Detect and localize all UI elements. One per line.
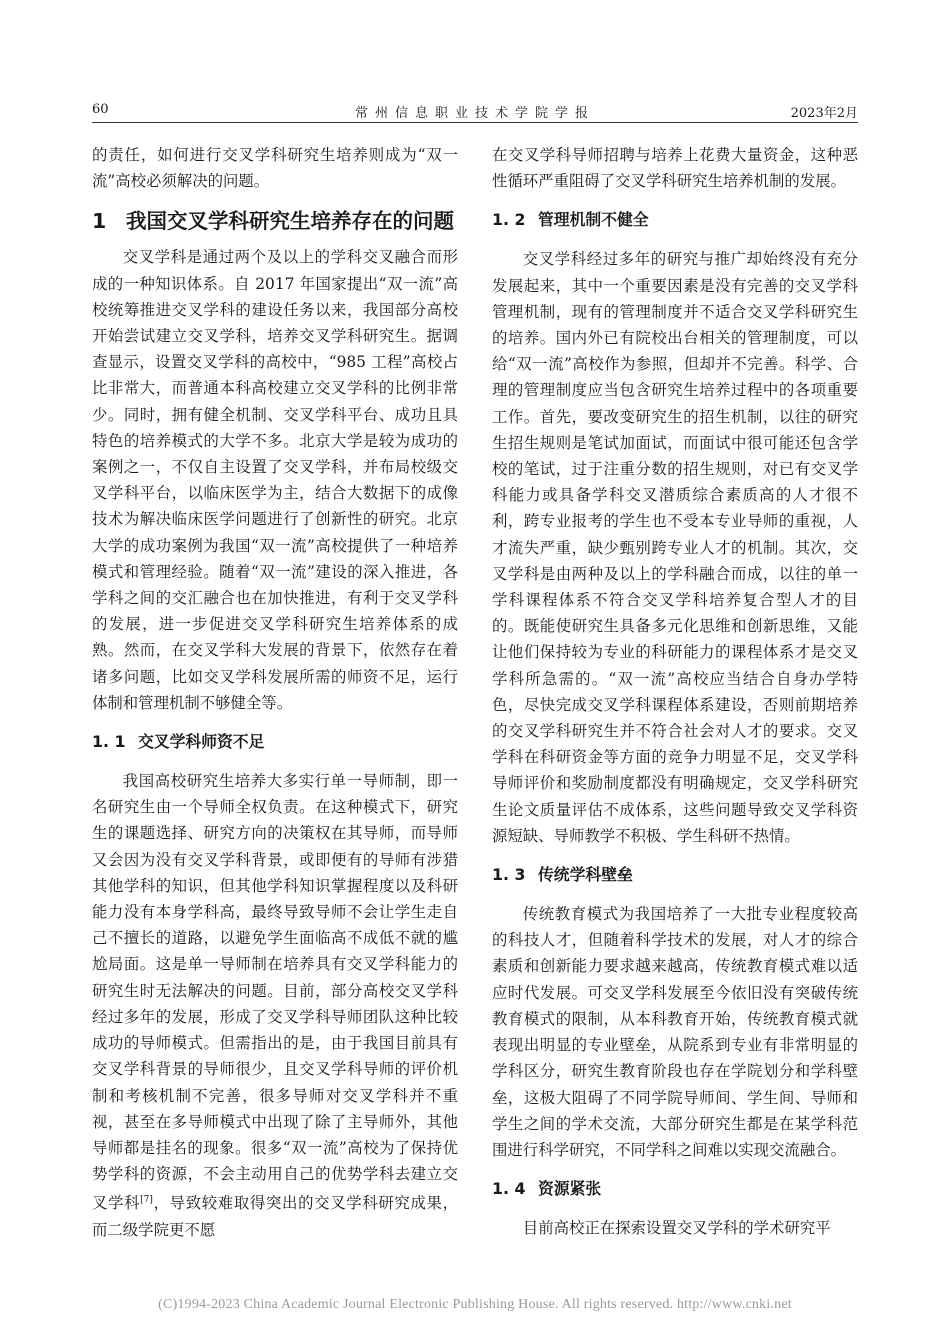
subsection-number: 1. 1 bbox=[92, 732, 126, 752]
subsection-heading bbox=[492, 862, 858, 888]
paragraph: 交叉学科经过多年的研究与推广却始终没有充分发展起来，其中一个重要因素是没有完善的交叉学科管理机制，现有的管理制度并不适合交叉学科研究生的培养。国内外已有院校出台相关的管理制度，可以给“双一流”高校作为参照，但却并不完善。科学、合理的管理制度应当包含研究生培养过程中的各项重要工作。首先，要改变研究生的招生机制，以往的研究生招生规则是笔试加面试，而面试中很可能还包含学校的笔试，过于注重分数的招生规则，对已有交叉学科能力或具备学科交叉潜质综合素质高的人才很不利，跨专业报考的学生也不受本专业导师的重视，人才流失严重，缺少甄别跨专业人才的机制。其次，交叉学科是由两种及以上的学科融合而成，以往的单一学科课程体系不符合交叉学科培养复合型人才的目的。既能使研究生具备多元化思维和创新思维，又能让他们保持较为专业的科研能力的课程体系才是交叉学科所急需的。“双一流”高校应当结合自身办学特色，尽快完成交叉学科课程体系建设，否则前期培养的交叉学科研究生并不符合社会对人才的要求。交叉学科在科研资金等方面的竞争力明显不足，交叉学科导师评价和奖励制度都没有明确规定，交叉学科研究生论文质量评估不成体系，这些问题导致交叉学科资源短缺、导师教学不积极、学生科研不热情。 bbox=[492, 250, 858, 845]
paragraph-text: ，导致较难取得突出的交叉学科研究成果，而二级学院更不愿 bbox=[92, 1194, 458, 1239]
paragraph bbox=[92, 768, 458, 1243]
paragraph: 传统教育模式为我国培养了一大批专业程度较高的科技人才，但随着科学技术的发展，对人才的综合素质和创新能力要求越来越高，传统教育模式难以适应时代发展。可交叉学科发展至今依旧没有突破传统教育模式的限制，从本科教育开始，传统教育模式就表现出明显的专业壁垒，从院系到专业有非常明显的学科区分，研究生教育阶段也存在学院划分和学科壁垒，这极大阻碍了不同学院导师间、学生间、导师和学生之间的学术交流，大部分研究生都是在某学科范围进行科学研究，不同学科之间难以实现交流融合。 bbox=[492, 905, 858, 1159]
paragraph: 交叉学科是通过两个及以上的学科交叉融合而形成的一种知识体系。自 2017 年国家提出“双一流”高校统筹推进交叉学科的建设任务以来，我国部分高校开始尝试建立交叉学科，培养交叉学科研究生。据调查显示，设置交叉学科的高校中，“985 工程”高校占比非常大，而普通本科高校建立交叉学科的比例非常少。同时，拥有健全机制、交叉学科平台、成功且具特色的培养模式的大学不多。北京大学是较为成功的案例之一，不仅自主设置了交叉学科，并布局校级交叉学科平台，以临床医学为主，结合大数据下的成像技术为解决临床医学问题进行了创新性的研究。北京大学的成功案例为我国“双一流”高校提供了一种培养模式和管理经验。随着“双一流”建设的深入推进，各学科之间的交汇融合也在加快推进，有利于交叉学科的发展，进一步促进交叉学科研究生培养体系的成熟。然而，在交叉学科大发展的背景下，依然存在着诸多问题，比如交叉学科发展所需的师资不足，运行体制和管理机制不够健全等。 bbox=[92, 248, 458, 712]
section-number: 1 bbox=[92, 209, 107, 234]
subsection-title: 传统学科壁垒 bbox=[538, 865, 633, 885]
left-column bbox=[92, 142, 458, 1243]
paragraph: 的责任，如何进行交叉学科研究生培养则成为“双一流”高校必须解决的问题。 bbox=[92, 146, 458, 191]
subsection-heading bbox=[492, 207, 858, 233]
subsection-title: 资源紧张 bbox=[538, 1179, 602, 1199]
paragraph: 目前高校正在探索设置交叉学科的学术研究平 bbox=[522, 1219, 831, 1238]
subsection-number: 1. 4 bbox=[492, 1179, 526, 1199]
section-heading bbox=[92, 206, 458, 236]
journal-title: 常州信息职业技术学院学报 bbox=[354, 106, 595, 121]
subsection-number: 1. 3 bbox=[492, 865, 526, 885]
section-title: 我国交叉学科研究生培养存在的问题 bbox=[126, 209, 454, 234]
subsection-title: 管理机制不健全 bbox=[538, 210, 649, 230]
issue-date: 2023年2月 bbox=[790, 106, 858, 121]
right-column bbox=[492, 142, 858, 1241]
paragraph-text: 我国高校研究生培养大多实行单一导师制，即一名研究生由一个导师全权负责。在这种模式下，研究生的课题选择、研究方向的决策权在其导师，而导师又会因为没有交叉学科背景，或即便有的导师有涉猎其他学科的知识，但其他学科知识掌握程度以及科研能力没有本身学科高，最终导致导师不会让学生走自己不擅长的道路，以避免学生面临高不成低不就的尴尬局面。这是单一导师制在培养具有交叉学科能力的研究生时无法解决的问题。目前，部分高校交叉学科经过多年的发展，形成了交叉学科导师团队这种比较成功的导师模式。但需指出的是，由于我国目前具有交叉学科背景的导师很少，且交叉学科导师的评价机制和考核机制不完善，很多导师对交叉学科并不重视，甚至在多导师模式中出现了除了主导师外，其他导师都是挂名的现象。很多“双一流”高校为了保持优势学科的资源，不会主动用自己的优势学科去建立交叉学科 bbox=[92, 772, 458, 1213]
copyright-footer: (C)1994-2023 China Academic Journal Electronic Publishing House. All rights reserved. http://www.cnki.net bbox=[158, 1297, 792, 1312]
subsection-number: 1. 2 bbox=[492, 210, 526, 230]
subsection-title: 交叉学科师资不足 bbox=[138, 732, 265, 752]
citation: [7] bbox=[140, 1195, 153, 1206]
page-header bbox=[92, 98, 858, 123]
subsection-heading bbox=[92, 729, 458, 755]
subsection-heading bbox=[492, 1176, 858, 1202]
page-number: 60 bbox=[92, 102, 109, 117]
paragraph: 在交叉学科导师招聘与培养上花费大量资金，这种恶性循环严重阻碍了交叉学科研究生培养机制的发展。 bbox=[492, 146, 858, 191]
